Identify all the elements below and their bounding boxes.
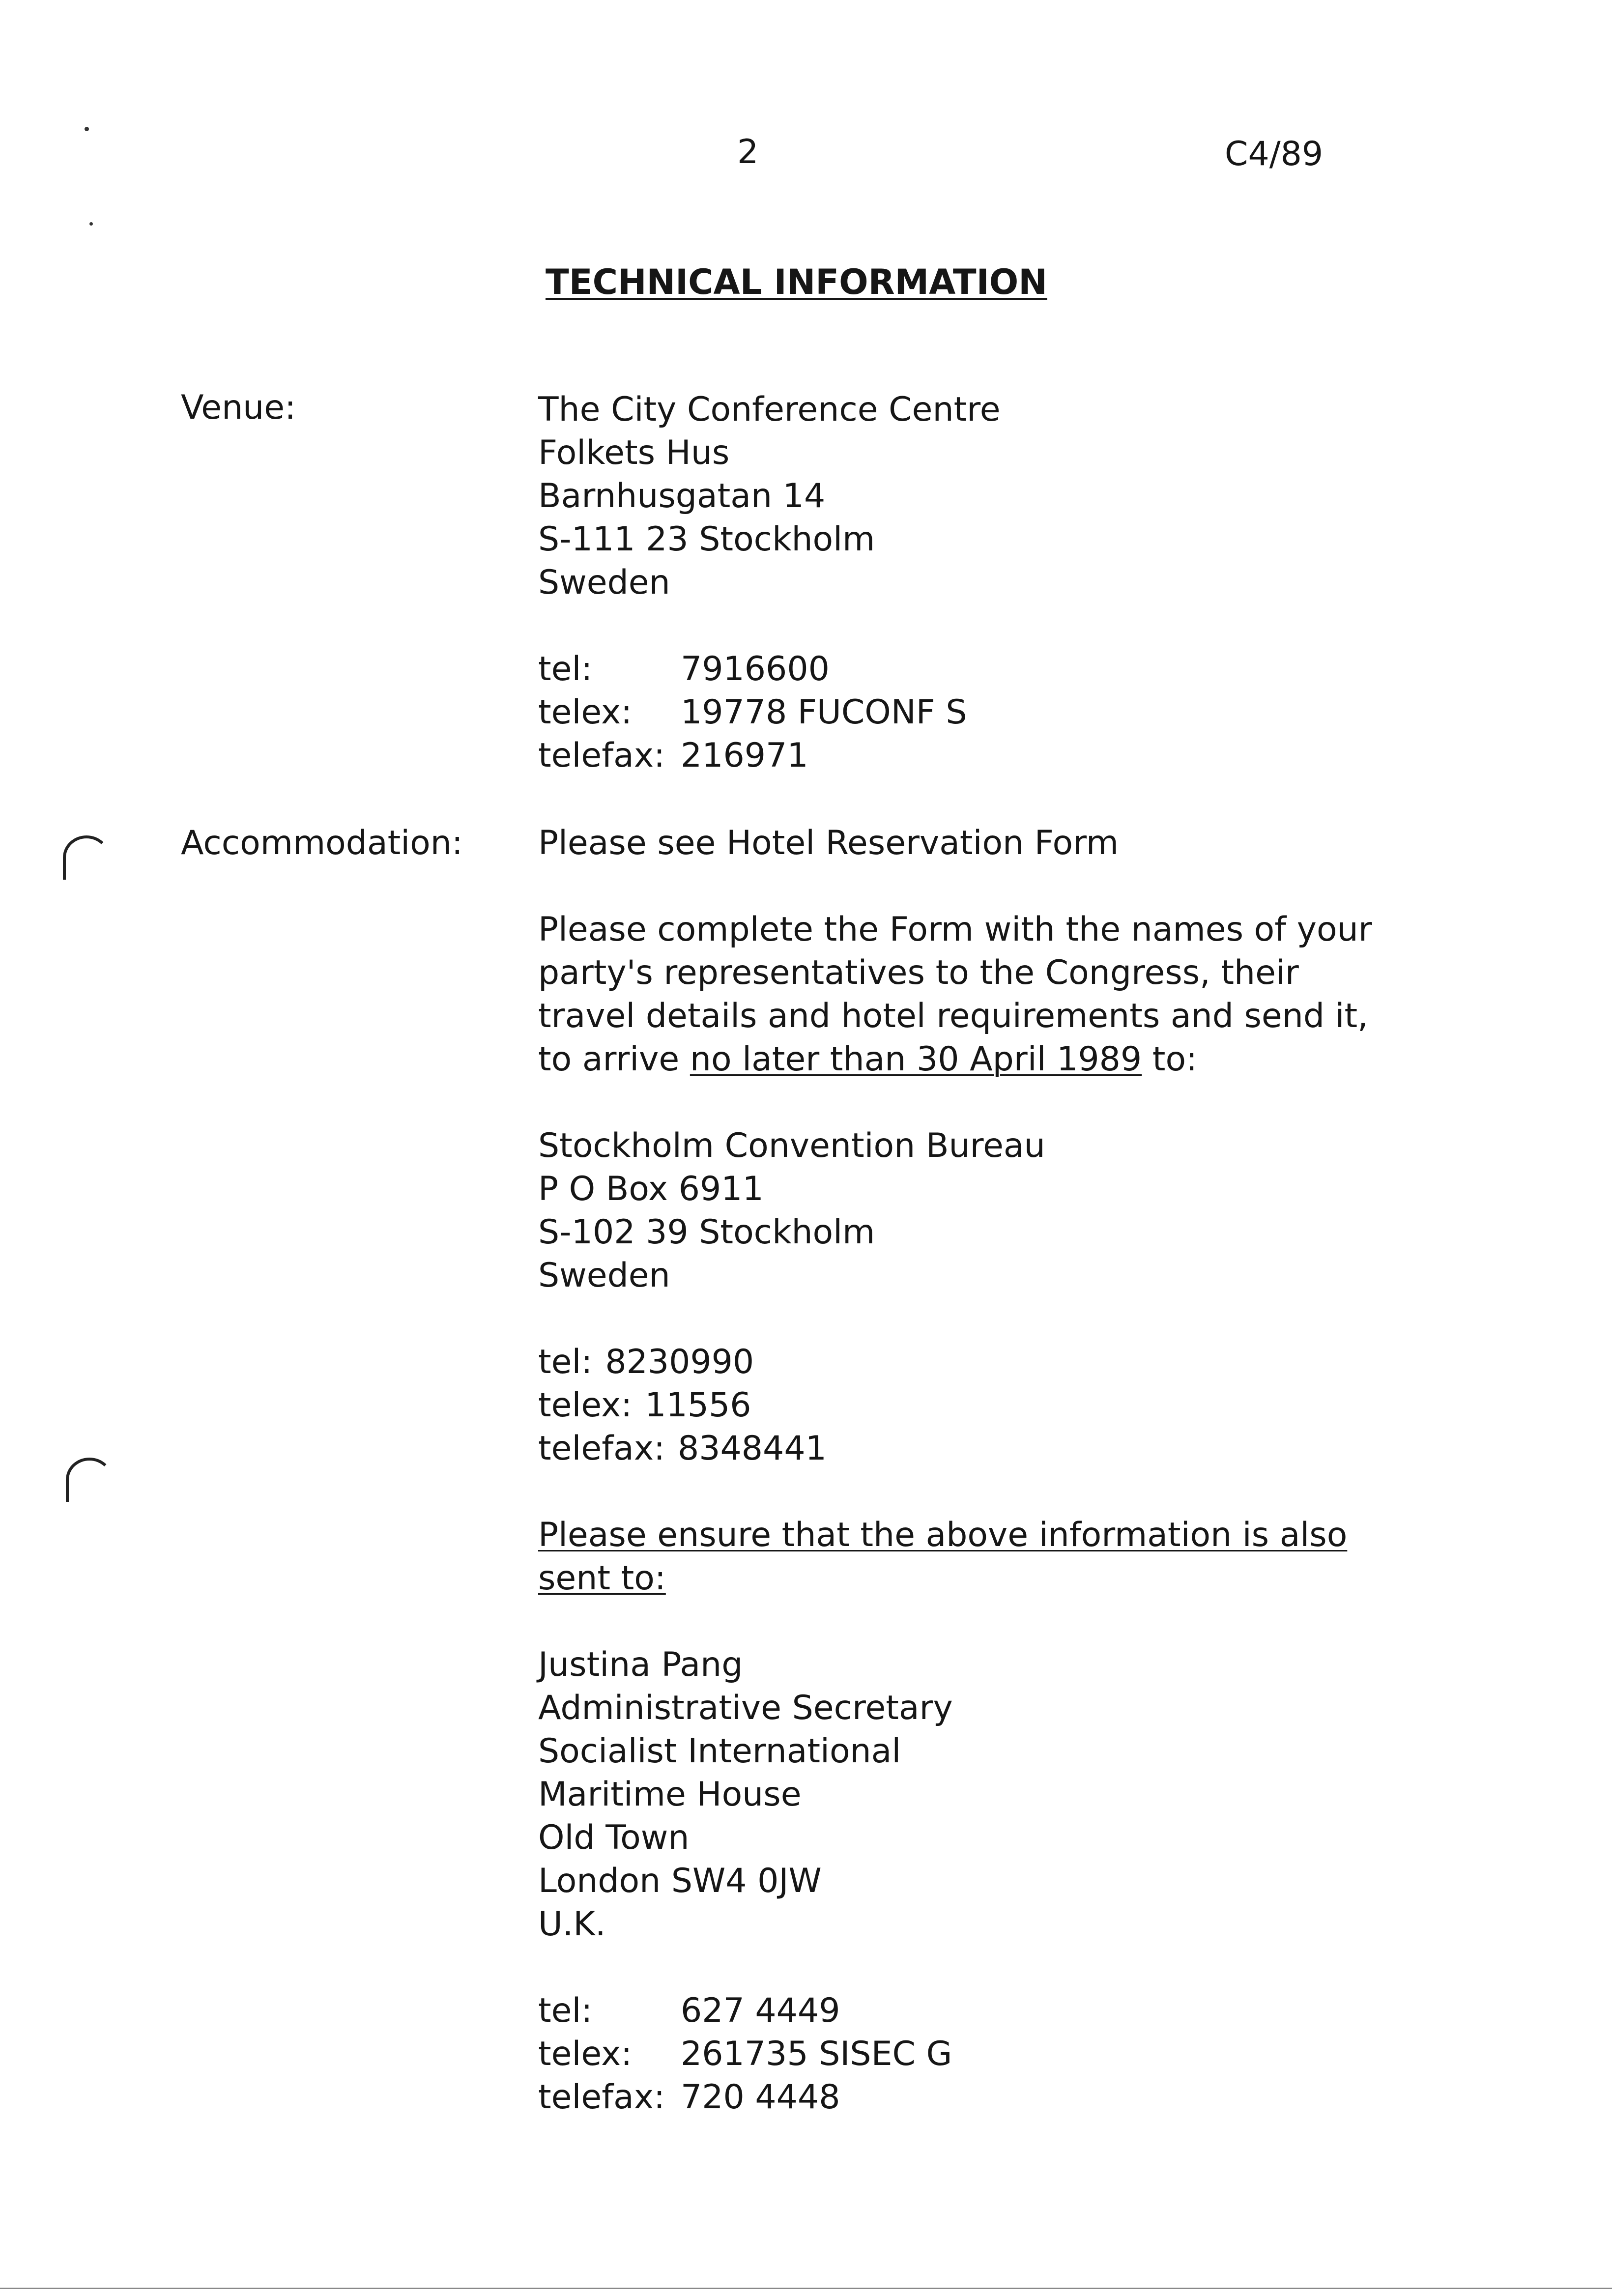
venue-telex-row [538, 691, 1001, 734]
bureau-address-line: S-102 39 Stockholm [538, 1213, 875, 1252]
paragraph-line: party's representatives to the Congress, their [538, 953, 1299, 992]
venue-address-line: Folkets Hus [538, 433, 730, 472]
contact-address-line: Old Town [538, 1818, 690, 1857]
venue-block [538, 388, 1001, 777]
bureau-tel-row [538, 1341, 1372, 1384]
tel-label: tel: [538, 1343, 593, 1381]
venue-tel: 7916600 [681, 650, 830, 689]
telefax-label: telefax: [538, 1429, 665, 1468]
bureau-tel: 8230990 [605, 1343, 754, 1381]
paragraph-line: travel details and hotel requirements and send it, [538, 997, 1368, 1035]
venue-telefax: 216971 [681, 736, 808, 775]
contact-address-line: Socialist International [538, 1732, 901, 1771]
bureau-telefax: 8348441 [678, 1429, 827, 1468]
telex-label: telex: [538, 693, 633, 732]
contact-address-line: London SW4 0JW [538, 1862, 822, 1900]
accommodation-intro: Please see Hotel Reservation Form [538, 824, 1119, 862]
punch-hole-mark [63, 835, 110, 880]
notice-line: Please ensure that the above information is also [538, 1516, 1348, 1554]
bureau-address-line: Sweden [538, 1256, 670, 1295]
deadline-suffix: to: [1142, 1040, 1197, 1079]
venue-telex: 19778 FUCONF S [681, 693, 967, 732]
venue-address-line: S-111 23 Stockholm [538, 520, 875, 559]
notice-line: sent to: [538, 1559, 666, 1598]
tel-label: tel: [538, 1991, 593, 2030]
contact-address-line: Maritime House [538, 1775, 802, 1814]
page-number: 2 [737, 133, 759, 172]
deadline-date: no later than 30 April 1989 [690, 1040, 1142, 1079]
contact-tel-row [538, 1989, 1372, 2033]
venue-label: Venue: [181, 388, 296, 427]
venue-address-line: Sweden [538, 563, 670, 602]
contact-telefax-row [538, 2076, 1372, 2119]
bureau-telex: 11556 [645, 1386, 751, 1425]
punch-hole-mark [66, 1458, 113, 1502]
page-speck [85, 127, 89, 131]
contact-address-line: U.K. [538, 1905, 606, 1944]
scan-edge-line [0, 2288, 1612, 2289]
paragraph-line: Please complete the Form with the names of your [538, 910, 1372, 949]
tel-label: tel: [538, 650, 593, 689]
deadline-prefix: to arrive [538, 1040, 690, 1079]
telefax-label: telefax: [538, 736, 665, 775]
contact-address-line: Administrative Secretary [538, 1689, 953, 1727]
contact-telex-row [538, 2033, 1372, 2076]
bureau-address-line: P O Box 6911 [538, 1170, 764, 1208]
accommodation-label: Accommodation: [181, 824, 463, 862]
venue-address-line: Barnhusgatan 14 [538, 477, 826, 516]
telefax-label: telefax: [538, 2078, 665, 2117]
venue-address-line: The City Conference Centre [538, 390, 1001, 429]
contact-telefax: 720 4448 [681, 2078, 840, 2117]
contact-tel: 627 4449 [681, 1991, 840, 2030]
venue-telefax-row [538, 734, 1001, 777]
venue-tel-row [538, 648, 1001, 691]
bureau-telefax-row [538, 1427, 1372, 1470]
deadline-line [538, 1038, 1372, 1081]
page-speck [89, 222, 93, 226]
telex-label: telex: [538, 2035, 633, 2073]
page-title: TECHNICAL INFORMATION [546, 262, 1047, 302]
accommodation-block [538, 822, 1372, 2119]
telex-label: telex: [538, 1386, 633, 1425]
bureau-telex-row [538, 1384, 1372, 1427]
document-reference: C4/89 [1225, 135, 1324, 173]
contact-address-line: Justina Pang [538, 1645, 743, 1684]
bureau-address-line: Stockholm Convention Bureau [538, 1126, 1045, 1165]
contact-telex: 261735 SISEC G [681, 2035, 952, 2073]
